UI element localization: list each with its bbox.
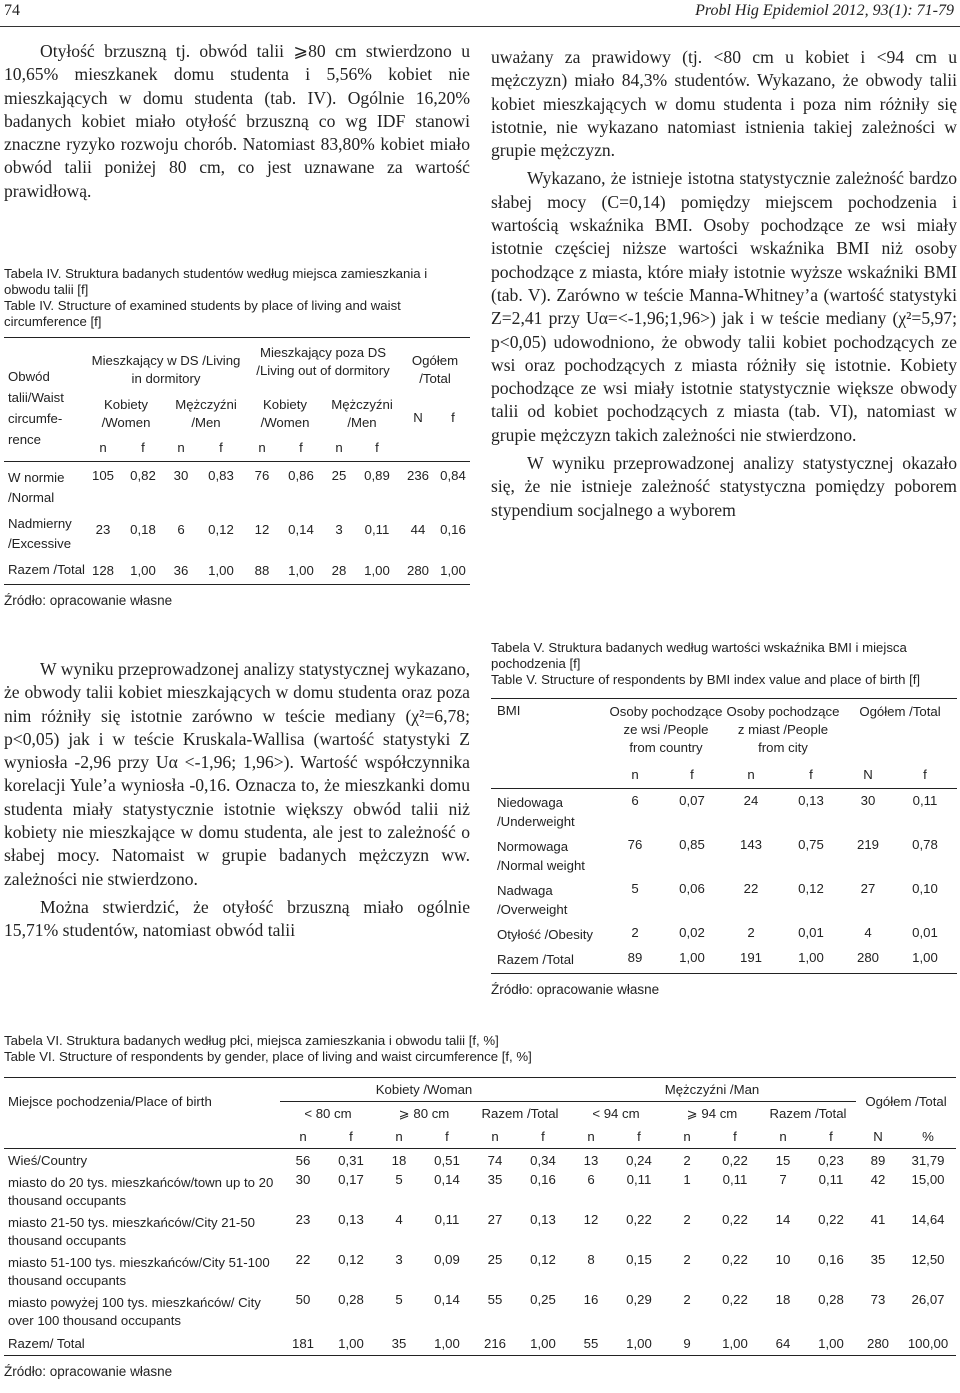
table4-row-header: Obwód talii/Waist circumfe-rence <box>8 369 64 447</box>
table4-row-label: W normie /Normal <box>8 470 65 505</box>
cell: 0,22 <box>626 1212 652 1227</box>
table6-n: n <box>587 1129 595 1144</box>
table5-f: f <box>923 767 927 782</box>
table4-f: f <box>219 440 223 455</box>
table4-f: f <box>141 440 145 455</box>
cell: 5 <box>631 881 639 896</box>
cell: 55 <box>583 1336 599 1351</box>
cell: 4 <box>864 925 872 940</box>
cell: 0,18 <box>130 522 156 537</box>
cell: 18 <box>775 1292 791 1307</box>
table5-row-label: Otyłość /Obesity <box>497 927 594 942</box>
cell: 280 <box>866 1336 889 1351</box>
table6-w-ge: ⩾ 80 cm <box>398 1105 450 1121</box>
cell: 0,24 <box>626 1153 652 1168</box>
cell: 0,11 <box>912 793 938 808</box>
cell: 30 <box>295 1172 311 1187</box>
cell: 0,11 <box>626 1172 652 1187</box>
paragraph: W wyniku przeprowadzonej analizy statystycznej wykazano, że obwody talii kobiet mieszkających w domu studenta oraz poza nim różniły się istotnie zarówno w teście mediany (χ²=6,78; p<0,05) jak i w teście Kruskala-Wallisa (wartość statystyki Z wyniosła -2,96 przy Uα <-1,96; 1,96>). Wartość współczynnika korelacji Yule’a wyniosła -0,16. Oznacza to, że mieszkanki domu studenta miały statystycznie istotnie większy obwód talii niż kobiety nie mieszkające w domu studenta, ale jest to zależność o słabej mocy. Natomaist w grupie badanych mężczyzn ww. zależności nie stwierdzono. <box>4 659 470 889</box>
cell: 1,00 <box>364 563 390 578</box>
cell: 0,01 <box>798 925 824 940</box>
table6-row-label: miasto powyżej 100 tys. mieszkańców/ City over 100 thousand occupants <box>8 1295 261 1328</box>
cell: 1,00 <box>440 563 466 578</box>
cell: 0,12 <box>530 1252 556 1267</box>
cell: 0,22 <box>722 1212 748 1227</box>
table5-n: n <box>631 767 639 782</box>
cell: 64 <box>775 1336 791 1351</box>
cell: 1,00 <box>208 563 234 578</box>
cell: 0,07 <box>679 793 705 808</box>
paragraph: Można stwierdzić, że otyłość brzuszną miało ogólnie 15,71% studentów, natomiast obwód talii <box>4 896 470 941</box>
paragraph: W wyniku przeprowadzonej analizy statystycznej okazało się, że nie istnieje zależność statystyczna pomiędzy poborem stypendium socjalnego a wyborem <box>491 453 957 520</box>
cell: 0,16 <box>440 522 466 537</box>
cell: 4 <box>395 1212 403 1227</box>
table4 <box>4 337 470 585</box>
table5-group2: Osoby pochodzące z miast /People from city <box>726 704 840 755</box>
table-row <box>491 946 957 974</box>
cell: 0,14 <box>288 522 314 537</box>
cell: 0,16 <box>530 1172 556 1187</box>
table4-f: f <box>375 440 379 455</box>
cell: 35 <box>391 1336 407 1351</box>
table6-m-lt: < 94 cm <box>592 1106 640 1121</box>
cell: 14 <box>775 1212 791 1227</box>
cell: 36 <box>173 563 189 578</box>
table4-total-n: N <box>413 410 423 425</box>
cell: 18 <box>391 1153 407 1168</box>
cell: 24 <box>743 793 759 808</box>
table5-source: Źródło: opracowanie własne <box>491 982 660 997</box>
table-row <box>4 1292 956 1332</box>
table6 <box>4 1077 956 1356</box>
table6-f: f <box>637 1129 641 1144</box>
table6-n: n <box>683 1129 691 1144</box>
cell: 236 <box>406 468 429 483</box>
cell: 2 <box>631 925 639 940</box>
table5-N: N <box>863 767 873 782</box>
cell: 0,83 <box>208 468 234 483</box>
table6-n: n <box>779 1129 787 1144</box>
cell: 0,85 <box>679 837 705 852</box>
table4-sub-women: Kobiety /Women <box>260 397 310 430</box>
cell: 0,22 <box>722 1292 748 1307</box>
table6-f: f <box>445 1129 449 1144</box>
table4-group2: Mieszkający poza DS /Living out of dormitory <box>256 345 390 378</box>
cell: 88 <box>254 563 270 578</box>
cell: 0,89 <box>364 468 390 483</box>
cell: 181 <box>291 1336 314 1351</box>
cell: 1,00 <box>912 950 938 965</box>
cell: 14,64 <box>911 1212 945 1227</box>
cell: 30 <box>173 468 189 483</box>
cell: 0,14 <box>434 1172 460 1187</box>
cell: 2 <box>683 1153 691 1168</box>
table6-f: f <box>349 1129 353 1144</box>
table6-row-label: Wieś/Country <box>8 1153 88 1168</box>
table5-col0: BMI <box>497 703 521 718</box>
cell: 3 <box>395 1252 403 1267</box>
cell: 12 <box>583 1212 599 1227</box>
cell: 0,17 <box>338 1172 364 1187</box>
cell: 0,25 <box>530 1292 556 1307</box>
cell: 25 <box>487 1252 503 1267</box>
cell: 0,84 <box>440 468 466 483</box>
cell: 2 <box>683 1212 691 1227</box>
table6-w-lt: < 80 cm <box>304 1106 352 1121</box>
table6-total: Ogółem /Total <box>865 1094 947 1109</box>
table5-row-label: Nadwaga /Overweight <box>497 883 568 917</box>
cell: 216 <box>483 1336 506 1351</box>
cell: 280 <box>406 563 429 578</box>
paragraph: Wykazano, że istnieje istotna statystycznie zależność bardzo słabej mocy (C=0,14) pomiędzy miejscem pochodzenia i wartością wskaźnika BMI. Osoby pochodzące ze wsi miały istotnie częściej niższe wartości wskaźnika BMI niż osoby pochodzące z miasta, które miały istotnie wyższe wskaźniki BMI (tab. V). Zarówno w teście Manna-Whitney’a (wartość statystyki Z=2,41 przy Uα=<-1,96;1,96>) jak i w teście mediany (χ²=5,97; p<0,05) udowodniono, że obwody talii kobiet pochodzących ze wsi oraz pochodzących z miasta różniły się istotnie. Kobiety pochodzące ze wsi miały istotnie statystycznie większe obwody talii od kobiet pochodzących z miasta (tab. VI), natomiast w grupie mężczyzn takich zależności nie stwierdzono. <box>491 168 957 445</box>
paragraph: Otyłość brzuszną tj. obwód talii ⩾80 cm stwierdzono u 10,65% mieszkanek domu studenta i 5,56% kobiet nie mieszkających w domu studenta (tab. IV). Ogólnie 16,20% badanych kobiet miało otyłość brzuszną co wg IDF stanowi znaczne ryzyko rozwoju chorób. Natomiast 83,80% kobiet miało obwód talii poniżej 80 cm, co jest uznawane za wartość prawidłową. <box>4 41 470 201</box>
cell: 0,22 <box>722 1153 748 1168</box>
table5-row-label: Normowaga /Normal weight <box>497 839 585 873</box>
cell: 105 <box>91 468 114 483</box>
cell: 1,00 <box>818 1336 844 1351</box>
cell: 1,00 <box>798 950 824 965</box>
cell: 0,15 <box>626 1252 652 1267</box>
table5-row-label: Razem /Total <box>497 952 574 967</box>
cell: 28 <box>331 563 347 578</box>
table6-f: f <box>733 1129 737 1144</box>
table6-row-label: miasto do 20 tys. mieszkańców/town up to 20 thousand occupants <box>8 1175 274 1208</box>
cell: 0,02 <box>679 925 705 940</box>
table-row <box>4 560 470 585</box>
right-column <box>491 46 957 522</box>
table6-row-label: miasto 21-50 tys. mieszkańców/City 21-50 thousand occupants <box>8 1215 255 1248</box>
table-row <box>4 514 470 560</box>
left-column-lower <box>4 658 470 943</box>
cell: 0,11 <box>364 522 390 537</box>
cell: 55 <box>487 1292 503 1307</box>
table6-col0: Miejsce pochodzenia/Place of birth <box>8 1094 212 1109</box>
table4-row-label: Razem /Total <box>8 562 85 577</box>
cell: 5 <box>395 1172 403 1187</box>
cell: 44 <box>410 522 426 537</box>
cell: 27 <box>487 1212 503 1227</box>
cell: 12 <box>254 522 270 537</box>
cell: 10 <box>775 1252 791 1267</box>
table6-men: Mężczyźni /Man <box>568 1078 856 1102</box>
cell: 89 <box>627 950 643 965</box>
cell: 5 <box>395 1292 403 1307</box>
table5-n: n <box>747 767 755 782</box>
table4-group1: Mieszkający w DS /Living in dormitory <box>91 353 241 386</box>
table-row <box>4 462 470 515</box>
cell: 1,00 <box>626 1336 652 1351</box>
cell: 74 <box>487 1153 503 1168</box>
table-row <box>491 921 957 946</box>
table6-caption-pl: Tabela VI. Struktura badanych według płci, miejsca zamieszkania i obwodu talii [f, %] <box>4 1033 499 1048</box>
table4-block <box>4 266 470 608</box>
cell: 6 <box>631 793 639 808</box>
page-number: 74 <box>4 2 20 19</box>
table5-f: f <box>809 767 813 782</box>
cell: 23 <box>295 1212 311 1227</box>
paragraph: uważany za prawidowy (tj. <80 cm u kobiet i <94 cm u mężczyzn) miało 84,3% studentów. Wykazano, że obwody talii kobiet mieszkających w domu studenta i poza nim różniły się istotnie, nie wykazano natomiast istnienia takiej zależności w grupie mężczyzn. <box>491 47 957 161</box>
cell: 50 <box>295 1292 311 1307</box>
cell: 1 <box>683 1172 691 1187</box>
table-row <box>4 1252 956 1292</box>
table5-block <box>491 640 957 997</box>
table-row <box>4 1149 956 1173</box>
cell: 2 <box>747 925 755 940</box>
cell: 0,28 <box>338 1292 364 1307</box>
cell: 56 <box>295 1153 311 1168</box>
table-row <box>491 789 957 834</box>
cell: 0,86 <box>288 468 314 483</box>
table4-n: n <box>335 440 343 455</box>
cell: 128 <box>91 563 114 578</box>
cell: 8 <box>587 1252 595 1267</box>
table4-sub-men: Mężczyźni /Men <box>175 397 237 430</box>
table6-source: Źródło: opracowanie własne <box>4 1364 173 1379</box>
cell: 0,01 <box>912 925 938 940</box>
cell: 22 <box>295 1252 311 1267</box>
cell: 0,12 <box>338 1252 364 1267</box>
cell: 0,06 <box>679 881 705 896</box>
cell: 13 <box>583 1153 599 1168</box>
cell: 1,00 <box>722 1336 748 1351</box>
left-column <box>4 40 470 203</box>
cell: 6 <box>587 1172 595 1187</box>
table6-n: n <box>395 1129 403 1144</box>
table6-caption-en: Table VI. Structure of respondents by gender, place of living and waist circumference [f, %] <box>4 1049 532 1064</box>
cell: 0,78 <box>912 837 938 852</box>
cell: 31,79 <box>911 1153 945 1168</box>
cell: 6 <box>177 522 185 537</box>
table4-n: n <box>99 440 107 455</box>
cell: 0,11 <box>722 1172 748 1187</box>
cell: 2 <box>683 1292 691 1307</box>
cell: 143 <box>739 837 762 852</box>
cell: 0,12 <box>208 522 234 537</box>
cell: 2 <box>683 1252 691 1267</box>
cell: 0,31 <box>338 1153 364 1168</box>
cell: 0,14 <box>434 1292 460 1307</box>
cell: 0,23 <box>818 1153 844 1168</box>
cell: 0,29 <box>626 1292 652 1307</box>
cell: 12,50 <box>911 1252 945 1267</box>
cell: 35 <box>487 1172 503 1187</box>
table4-n: n <box>258 440 266 455</box>
cell: 191 <box>739 950 762 965</box>
cell: 26,07 <box>911 1292 945 1307</box>
cell: 1,00 <box>338 1336 364 1351</box>
table5-row-label: Niedowaga /Underweight <box>497 795 575 829</box>
table-row <box>4 1332 956 1356</box>
cell: 0,22 <box>818 1212 844 1227</box>
table6-w-tot: Razem /Total <box>481 1106 559 1121</box>
cell: 0,75 <box>798 837 824 852</box>
cell: 0,12 <box>798 881 824 896</box>
table5 <box>491 698 957 974</box>
cell: 76 <box>627 837 643 852</box>
table6-pct: % <box>922 1129 934 1144</box>
table6-block <box>4 1033 956 1379</box>
cell: 16 <box>583 1292 599 1307</box>
cell: 0,11 <box>434 1212 460 1227</box>
cell: 0,22 <box>722 1252 748 1267</box>
cell: 219 <box>856 837 879 852</box>
cell: 22 <box>743 881 759 896</box>
table5-group1: Osoby pochodzące ze wsi /People from country <box>609 704 723 755</box>
table6-n: n <box>299 1129 307 1144</box>
table5-caption-pl: Tabela V. Struktura badanych według wartości wskaźnika BMI i miejsca pochodzenia [f] <box>491 640 907 671</box>
cell: 89 <box>870 1153 886 1168</box>
cell: 9 <box>683 1336 691 1351</box>
cell: 7 <box>779 1172 787 1187</box>
table6-row-label: Razem/ Total <box>8 1336 85 1351</box>
table6-women: Kobiety /Woman <box>280 1078 568 1102</box>
table6-m-tot: Razem /Total <box>769 1106 847 1121</box>
cell: 0,13 <box>798 793 824 808</box>
cell: 0,28 <box>818 1292 844 1307</box>
cell: 0,16 <box>818 1252 844 1267</box>
cell: 76 <box>254 468 270 483</box>
cell: 0,11 <box>818 1172 844 1187</box>
table-row <box>4 1172 956 1212</box>
table5-caption-en: Table V. Structure of respondents by BMI index value and place of birth [f] <box>491 672 921 687</box>
cell: 0,34 <box>530 1153 556 1168</box>
table6-m-ge: ⩾ 94 cm <box>686 1105 738 1121</box>
table5-f: f <box>690 767 694 782</box>
cell: 35 <box>870 1252 886 1267</box>
cell: 0,82 <box>130 468 156 483</box>
table6-N: N <box>873 1129 883 1144</box>
cell: 0,09 <box>434 1252 460 1267</box>
cell: 42 <box>870 1172 886 1187</box>
table6-n: n <box>491 1129 499 1144</box>
cell: 41 <box>870 1212 886 1227</box>
cell: 1,00 <box>530 1336 556 1351</box>
cell: 1,00 <box>679 950 705 965</box>
table4-source: Źródło: opracowanie własne <box>4 593 173 608</box>
table4-f: f <box>299 440 303 455</box>
table6-row-label: miasto 51-100 tys. mieszkańców/City 51-100 thousand occupants <box>8 1255 270 1288</box>
table-row <box>491 877 957 921</box>
table4-caption-pl: Tabela IV. Struktura badanych studentów według miejsca zamieszkania i obwodu talii [f] <box>4 266 428 297</box>
cell: 0,13 <box>530 1212 556 1227</box>
cell: 1,00 <box>434 1336 460 1351</box>
cell: 0,13 <box>338 1212 364 1227</box>
table4-total-f: f <box>451 410 455 425</box>
cell: 1,00 <box>288 563 314 578</box>
page-header <box>0 0 960 27</box>
cell: 23 <box>95 522 111 537</box>
cell: 27 <box>860 881 876 896</box>
cell: 280 <box>856 950 879 965</box>
table6-f: f <box>541 1129 545 1144</box>
table-row <box>4 1212 956 1252</box>
table-row <box>491 833 957 877</box>
table6-f: f <box>829 1129 833 1144</box>
cell: 100,00 <box>907 1336 949 1351</box>
table4-n: n <box>177 440 185 455</box>
journal-citation: Probl Hig Epidemiol 2012, 93(1): 71-79 <box>695 2 954 19</box>
table4-sub-men: Mężczyźni /Men <box>331 397 393 430</box>
cell: 25 <box>331 468 347 483</box>
table4-group3: Ogółem /Total <box>411 353 459 386</box>
cell: 15 <box>775 1153 791 1168</box>
cell: 1,00 <box>130 563 156 578</box>
cell: 3 <box>335 522 343 537</box>
table4-row-label: Nadmierny /Excessive <box>8 516 72 551</box>
table4-caption-en: Table IV. Structure of examined students by place of living and waist circumference [f] <box>4 298 401 329</box>
cell: 73 <box>870 1292 886 1307</box>
cell: 15,00 <box>911 1172 945 1187</box>
cell: 30 <box>860 793 876 808</box>
table5-group3: Ogółem /Total <box>859 704 941 719</box>
cell: 0,51 <box>434 1153 460 1168</box>
table4-sub-women: Kobiety /Women <box>101 397 151 430</box>
cell: 0,10 <box>912 881 938 896</box>
